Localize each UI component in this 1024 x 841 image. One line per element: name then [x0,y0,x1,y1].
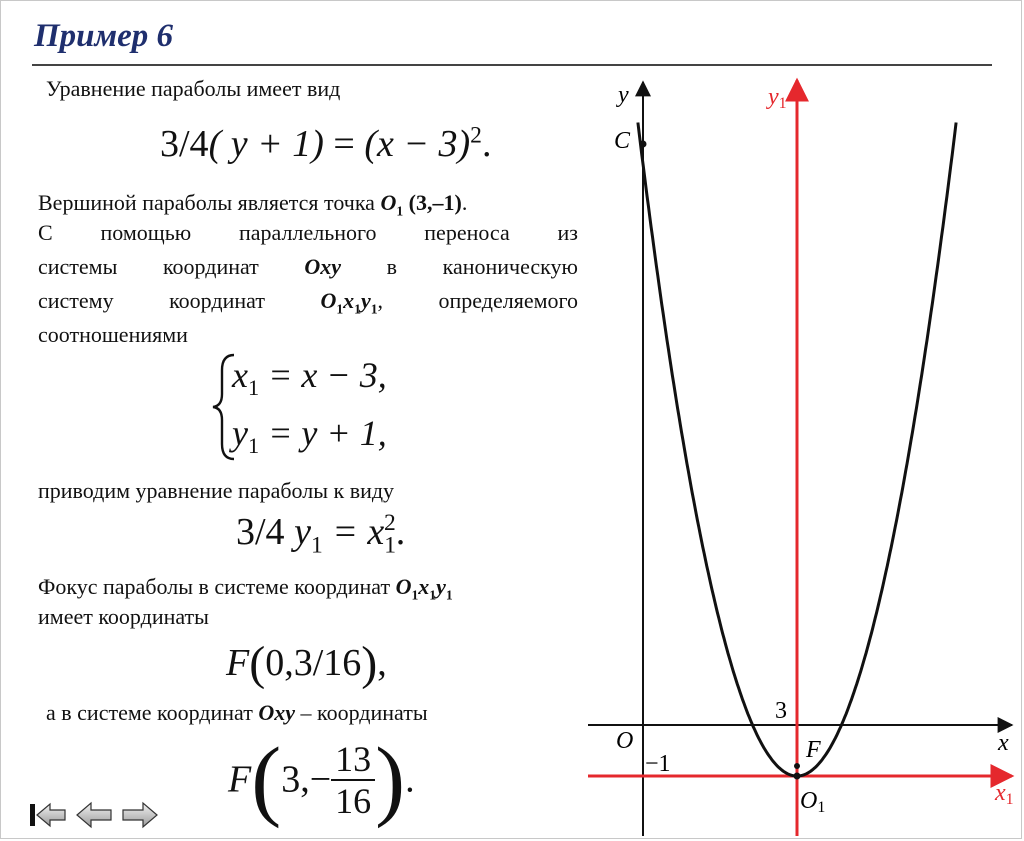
vertex-point-sub: 1 [396,203,404,219]
arrow-left-icon [74,800,114,830]
paragraph-line-4 [38,286,578,324]
title-rule [32,64,992,66]
focus-text-sub2: 1 [429,587,437,603]
system-r1-sub: 1 [247,375,260,401]
focus-text-O: O [395,574,412,599]
oxy-text-a: а в системе координат [46,700,259,725]
vertex-text: Вершиной параболы является точка [38,190,381,215]
label-x1: x1 [995,780,1014,808]
nav-home-button[interactable] [28,800,68,830]
focus1-body: 0,3/16 [265,642,362,684]
eq2-rhs: = x [322,511,385,553]
system-r1-rest: = x − 3, [259,355,387,395]
system-r1-var: x [232,355,248,395]
paragraph-line-5: соотношениями [38,322,188,347]
line4-sub3: 1 [370,301,378,317]
label-y1: y1 [768,84,787,112]
vertex-end: . [461,190,468,215]
line4-sub2: 1 [354,301,361,317]
system-r2-rest: = y + 1, [259,413,387,453]
focus1-F: F [226,642,250,684]
parabola-graph [560,70,1022,841]
line4-O: O [320,288,337,313]
equation-1 [160,122,491,166]
nav-forward-button[interactable] [120,800,160,830]
nav-back-button[interactable] [74,800,114,830]
label-O: O [616,728,634,754]
eq1-coef: 3/4 [160,123,209,165]
focus-text-sub1: 1 [411,587,419,603]
label-x: x [998,730,1009,756]
eq1-eq: = [323,123,365,165]
equation-2 [236,510,405,560]
vertex-point: O [380,190,397,215]
vertex-coords: (3,–1) [403,190,462,215]
focus-coordinates-1: F(0,3/16), [226,637,387,690]
line4-a: систему координат [38,288,321,313]
system-row-2 [232,412,387,459]
focus2-fraction [331,739,375,821]
tick-label-minus1: −1 [645,751,671,777]
label-F: F [806,737,821,763]
oxy-text-system: Oxy [258,700,296,725]
arrow-right-icon [120,800,160,830]
eq2-var: y [284,511,311,553]
home-icon [28,800,68,830]
line4-y: y [360,288,371,313]
line4-b: , определяемого [377,288,578,313]
label-C: C [614,128,631,154]
focus-coordinates-2: F(3,− $\frac{13}{16}$ ). [228,730,415,829]
focus2-numerator: 13 [331,739,375,781]
line4-sub1: 1 [336,301,344,317]
focus-line-2: имеет координаты [38,604,209,629]
oxy-line [46,698,428,728]
point-O1 [794,773,801,780]
eq2-sub: 1 [310,532,323,559]
line3-b: в каноническую [341,254,578,279]
eq1-end: . [481,123,492,165]
eq1-power: 2 [470,122,482,149]
tick-label-3: 3 [775,698,787,724]
eq1-rhs: (x − 3) [364,123,471,165]
focus-text-x: x [418,574,430,599]
paragraph-line-3 [38,252,578,282]
label-y: y [618,82,629,108]
oxy-text-b: – координаты [295,700,428,725]
point-F [794,763,800,769]
intro-text: Уравнение параболы имеет вид [46,76,341,101]
reduce-text: приводим уравнение параболы к виду [38,478,395,503]
focus2-end: . [405,758,415,801]
eq2-rhs-sub: 1 [384,532,397,559]
focus-text-a: Фокус параболы в системе координат [38,574,396,599]
eq2-coef: 3/4 [236,511,285,553]
paragraph-line-2: С помощью параллельного переноса из [38,220,578,245]
line3-system: Oxy [304,254,342,279]
label-O1: O1 [800,788,826,816]
system-r2-var: y [232,413,248,453]
slide-title: Пример 6 [34,18,174,54]
line3-a: системы координат [38,254,305,279]
system-row-1 [232,354,387,401]
eq2-power: 2 [384,510,396,537]
eq1-lhs: ( y + 1) [208,123,324,165]
focus-text-sub3: 1 [445,587,453,603]
line4-x: x [343,288,355,313]
eq2-end: . [395,511,406,553]
focus2-denominator: 16 [335,780,372,821]
focus2-open: 3,− [281,758,332,801]
focus2-F: F [228,758,252,801]
focus-text-y: y [436,574,446,599]
point-C [640,141,647,148]
system-r2-sub: 1 [247,433,260,459]
focus1-end: , [377,642,387,684]
